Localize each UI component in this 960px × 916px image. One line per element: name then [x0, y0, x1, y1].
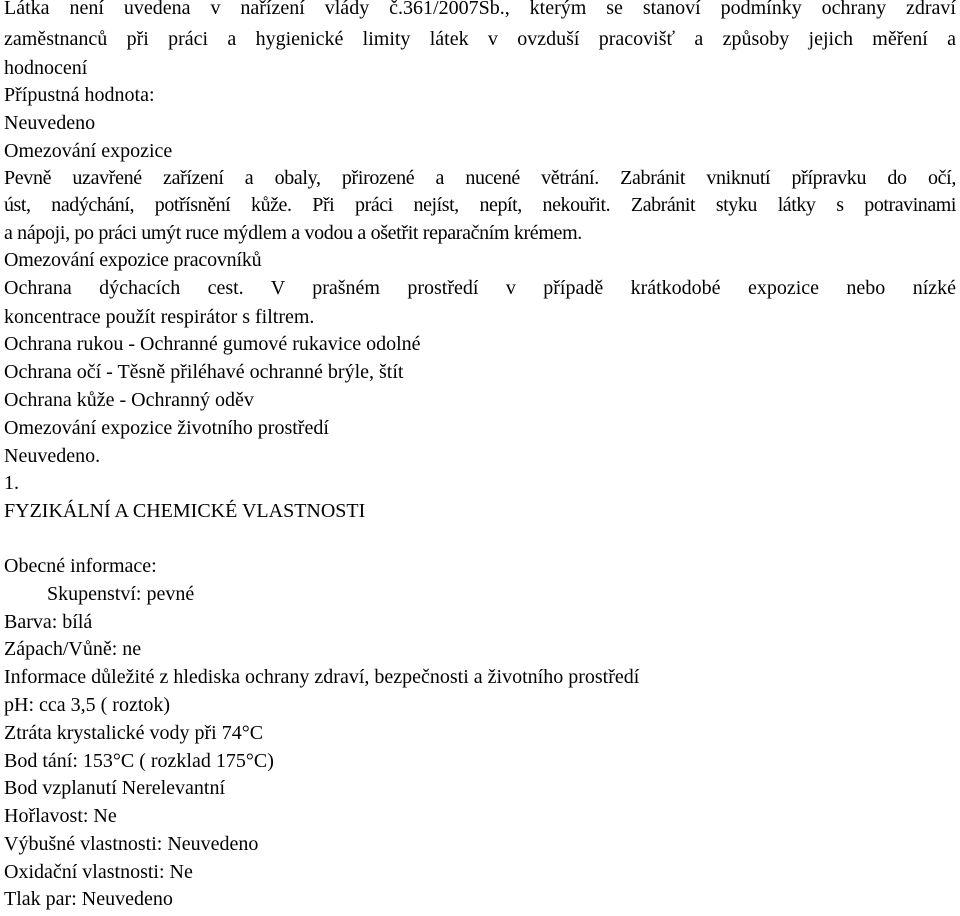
- property-line: pH: cca 3,5 ( roztok): [4, 694, 171, 716]
- text-line: Ochrana kůže - Ochranný oděv: [4, 389, 254, 411]
- property-line: Skupenství: pevné: [47, 583, 195, 605]
- section-number: 1.: [4, 472, 19, 494]
- section-heading: Omezování expozice: [4, 140, 173, 162]
- text-line: úst, nadýchání, potřísnění kůže. Při práci nejíst, nepít, nekouřit. Zabránit styku látky s potravinami: [4, 194, 956, 216]
- text-line: Přípustná hodnota:: [4, 84, 155, 106]
- property-line: Výbušné vlastnosti: Neuvedeno: [4, 833, 259, 855]
- section-heading: Obecné informace:: [4, 555, 157, 577]
- text-line: Neuvedeno: [4, 112, 96, 134]
- text-line: hodnocení: [4, 57, 88, 79]
- text-line: Neuvedeno.: [4, 445, 101, 467]
- text-line: a nápoji, po práci umýt ruce mýdlem a vodou a ošetřit reparačním krémem.: [4, 222, 582, 244]
- text-line: Ochrana očí - Těsně přiléhavé ochranné brýle, štít: [4, 361, 404, 383]
- section-heading: Omezování expozice pracovníků: [4, 249, 262, 271]
- text-line: Ochrana dýchacích cest. V prašném prostředí v případě krátkodobé expozice nebo nízké: [4, 277, 956, 299]
- section-heading: Omezování expozice životního prostředí: [4, 417, 329, 439]
- property-line: Zápach/Vůně: ne: [4, 638, 142, 660]
- property-line: Oxidační vlastnosti: Ne: [4, 861, 193, 883]
- text-line: Látka není uvedena v nařízení vlády č.361/2007Sb., kterým se stanoví podmínky ochrany zdraví: [4, 0, 956, 19]
- property-line: Hořlavost: Ne: [4, 805, 117, 827]
- text-line: Pevně uzavřené zařízení a obaly, přirozené a nucené větrání. Zabránit vniknutí přípravku do očí,: [4, 167, 956, 189]
- property-line: Ztráta krystalické vody při 74°C: [4, 722, 264, 744]
- text-line: zaměstnanců při práci a hygienické limity látek v ovzduší pracovišť a způsoby jejich měření a: [4, 28, 956, 50]
- property-line: Tlak par: Neuvedeno: [4, 888, 173, 910]
- property-line: Barva: bílá: [4, 611, 93, 633]
- text-line: Ochrana rukou - Ochranné gumové rukavice odolné: [4, 333, 421, 355]
- section-title: FYZIKÁLNÍ A CHEMICKÉ VLASTNOSTI: [4, 500, 366, 522]
- property-line: Bod vzplanutí Nerelevantní: [4, 777, 226, 799]
- text-line: koncentrace použít respirátor s filtrem.: [4, 306, 315, 328]
- property-line: Bod tání: 153°C ( rozklad 175°C): [4, 750, 274, 772]
- section-heading: Informace důležité z hlediska ochrany zdraví, bezpečnosti a životního prostředí: [4, 666, 640, 688]
